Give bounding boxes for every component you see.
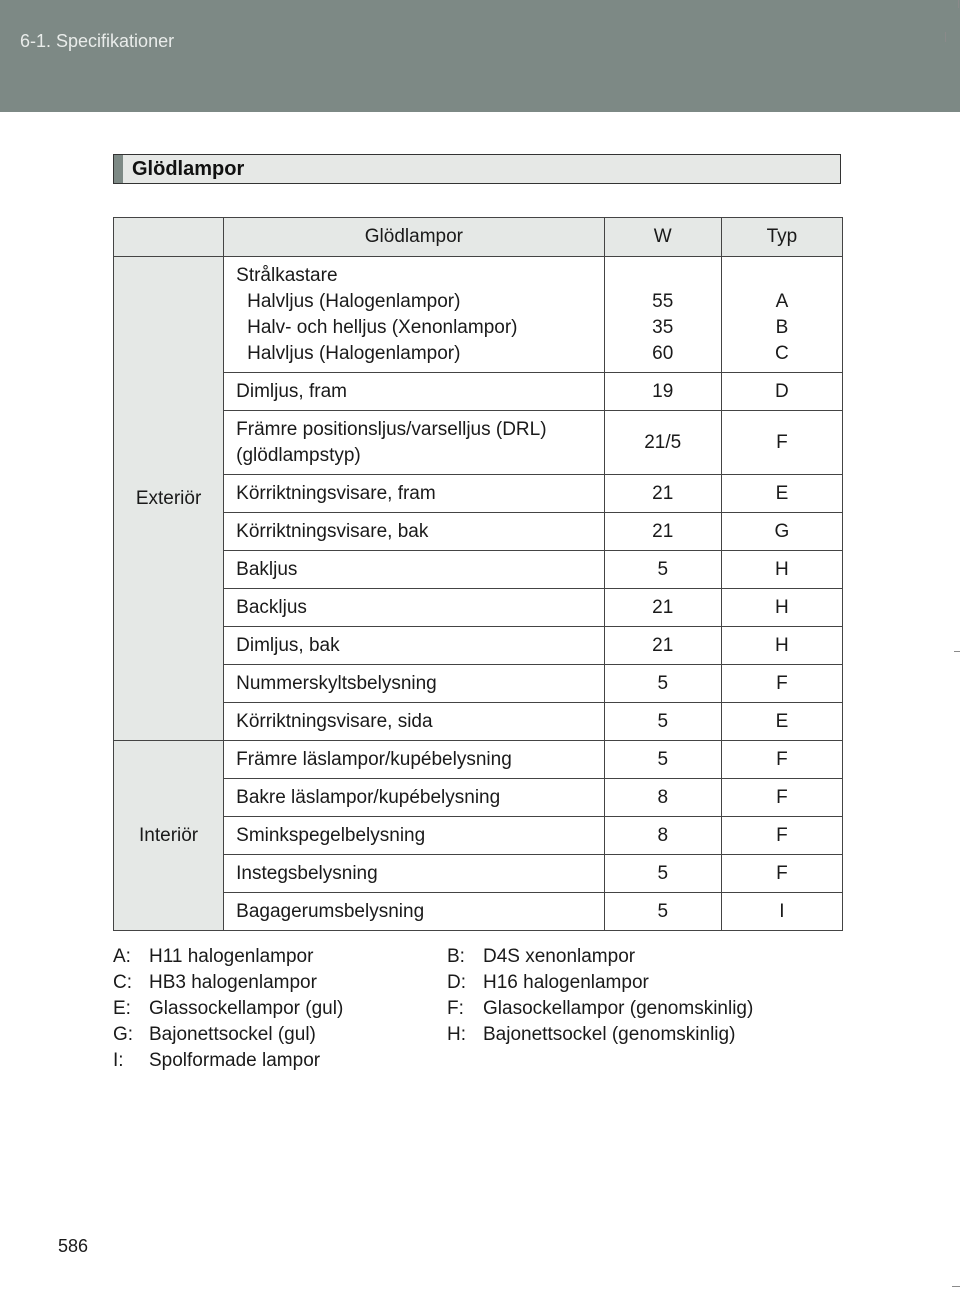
header-type: Typ: [721, 218, 842, 257]
bulb-table: [113, 217, 843, 931]
legend-text: Bajonettsockel (gul): [149, 1024, 316, 1045]
legend-item: [113, 970, 447, 996]
bulb-type: E: [721, 475, 842, 513]
bulb-name: [224, 257, 605, 373]
table-row: [114, 893, 843, 931]
bulb-name-line: Främre positionsljus/varselljus (DRL): [236, 418, 547, 440]
legend-text: H16 halogenlampor: [483, 972, 649, 993]
bulb-type: F: [721, 411, 842, 475]
bulb-watt: 19: [604, 373, 721, 411]
crop-mark: [945, 32, 946, 42]
type-legend: [113, 944, 853, 1074]
table-row: [114, 257, 843, 373]
bulb-type: F: [721, 855, 842, 893]
legend-item: [113, 1022, 447, 1048]
bulb-watt: 5: [604, 855, 721, 893]
headlight-line: Halv- och helljus (Xenonlampor): [247, 316, 518, 338]
bulb-name: Nummerskyltsbelysning: [224, 665, 605, 703]
bulb-type: F: [721, 741, 842, 779]
bulb-type: F: [721, 665, 842, 703]
bulb-name: Främre läslampor/kupébelysning: [224, 741, 605, 779]
bulb-name: Körriktningsvisare, bak: [224, 513, 605, 551]
legend-item: [113, 1048, 447, 1074]
legend-key: I:: [113, 1050, 124, 1071]
type-value: B: [775, 316, 789, 338]
type-value: A: [775, 290, 789, 312]
table-row: [114, 817, 843, 855]
legend-text: HB3 halogenlampor: [149, 972, 317, 993]
category-interior: Interiör: [114, 741, 224, 931]
legend-text: D4S xenonlampor: [483, 946, 636, 967]
bulb-watt: [604, 257, 721, 373]
bulb-name: Körriktningsvisare, sida: [224, 703, 605, 741]
watt-value: 35: [652, 316, 674, 338]
table-row: [114, 855, 843, 893]
bulb-watt: 21: [604, 627, 721, 665]
watt-value: 60: [652, 342, 674, 364]
table-row: [114, 741, 843, 779]
table-row: [114, 411, 843, 475]
table-row: [114, 665, 843, 703]
headlight-line: Halvljus (Halogenlampor): [247, 290, 461, 312]
bulb-watt: 8: [604, 779, 721, 817]
bulb-type: G: [721, 513, 842, 551]
bulb-type: H: [721, 627, 842, 665]
bulb-name: Instegsbelysning: [224, 855, 605, 893]
legend-key: A:: [113, 946, 131, 967]
legend-key: D:: [447, 972, 466, 993]
category-exterior: Exteriör: [114, 257, 224, 741]
bulb-watt: 21: [604, 475, 721, 513]
bulb-watt: 8: [604, 817, 721, 855]
crop-mark: [954, 651, 960, 652]
legend-key: B:: [447, 946, 465, 967]
legend-item: [113, 996, 447, 1022]
bulb-watt: 21/5: [604, 411, 721, 475]
breadcrumb: 6-1. Specifikationer: [20, 31, 175, 51]
legend-key: E:: [113, 998, 131, 1019]
bulb-name: Dimljus, fram: [224, 373, 605, 411]
headlight-line: Halvljus (Halogenlampor): [247, 342, 461, 364]
legend-item: [447, 970, 853, 996]
bulb-name: [224, 411, 605, 475]
bulb-watt: 5: [604, 703, 721, 741]
bulb-watt: 21: [604, 589, 721, 627]
legend-text: Bajonettsockel (genomskinlig): [483, 1024, 736, 1045]
table-row: [114, 589, 843, 627]
bulb-type: H: [721, 589, 842, 627]
header-bulbs: Glödlampor: [224, 218, 605, 257]
bulb-name-line: (glödlampstyp): [236, 444, 361, 466]
legend-text: Spolformade lampor: [149, 1050, 321, 1071]
type-value: C: [775, 342, 789, 364]
bulb-type: I: [721, 893, 842, 931]
legend-key: G:: [113, 1024, 134, 1045]
table-row: [114, 513, 843, 551]
bulb-name: Bakljus: [224, 551, 605, 589]
section-heading: [113, 154, 841, 184]
headlight-title: Strålkastare: [236, 264, 338, 286]
legend-item: [113, 944, 447, 970]
legend-item: [447, 1022, 853, 1048]
bulb-name: Sminkspegelbelysning: [224, 817, 605, 855]
bulb-type: F: [721, 779, 842, 817]
header-bar: [0, 0, 960, 112]
legend-item: [447, 944, 853, 970]
page-number: 586: [58, 1236, 89, 1256]
bulb-type: [721, 257, 842, 373]
bulb-name: Körriktningsvisare, fram: [224, 475, 605, 513]
legend-item: [447, 996, 853, 1022]
bulb-type: E: [721, 703, 842, 741]
bulb-watt: 5: [604, 665, 721, 703]
bulb-type: F: [721, 817, 842, 855]
bulb-name: Bakre läslampor/kupébelysning: [224, 779, 605, 817]
table-row: [114, 779, 843, 817]
watt-value: 55: [652, 290, 674, 312]
legend-key: F:: [447, 998, 464, 1019]
table-header-row: [114, 218, 843, 257]
bulb-type: D: [721, 373, 842, 411]
bulb-watt: 5: [604, 551, 721, 589]
section-heading-text: Glödlampor: [132, 157, 245, 180]
legend-key: C:: [113, 972, 132, 993]
bulb-name: Backljus: [224, 589, 605, 627]
bulb-watt: 5: [604, 741, 721, 779]
header-category: [114, 218, 224, 257]
header-watt: W: [604, 218, 721, 257]
table-row: [114, 627, 843, 665]
legend-text: Glasockellampor (genomskinlig): [483, 998, 754, 1019]
section-heading-accent: [114, 155, 123, 183]
legend-key: H:: [447, 1024, 466, 1045]
crop-mark: [958, 0, 959, 8]
legend-text: Glassockellampor (gul): [149, 998, 344, 1019]
bulb-watt: 5: [604, 893, 721, 931]
bulb-watt: 21: [604, 513, 721, 551]
table-row: [114, 475, 843, 513]
table-row: [114, 373, 843, 411]
bulb-name: Dimljus, bak: [224, 627, 605, 665]
bulb-name: Bagagerumsbelysning: [224, 893, 605, 931]
table-row: [114, 703, 843, 741]
legend-text: H11 halogenlampor: [149, 946, 314, 967]
bulb-type: H: [721, 551, 842, 589]
crop-mark: [952, 1286, 960, 1287]
table-row: [114, 551, 843, 589]
